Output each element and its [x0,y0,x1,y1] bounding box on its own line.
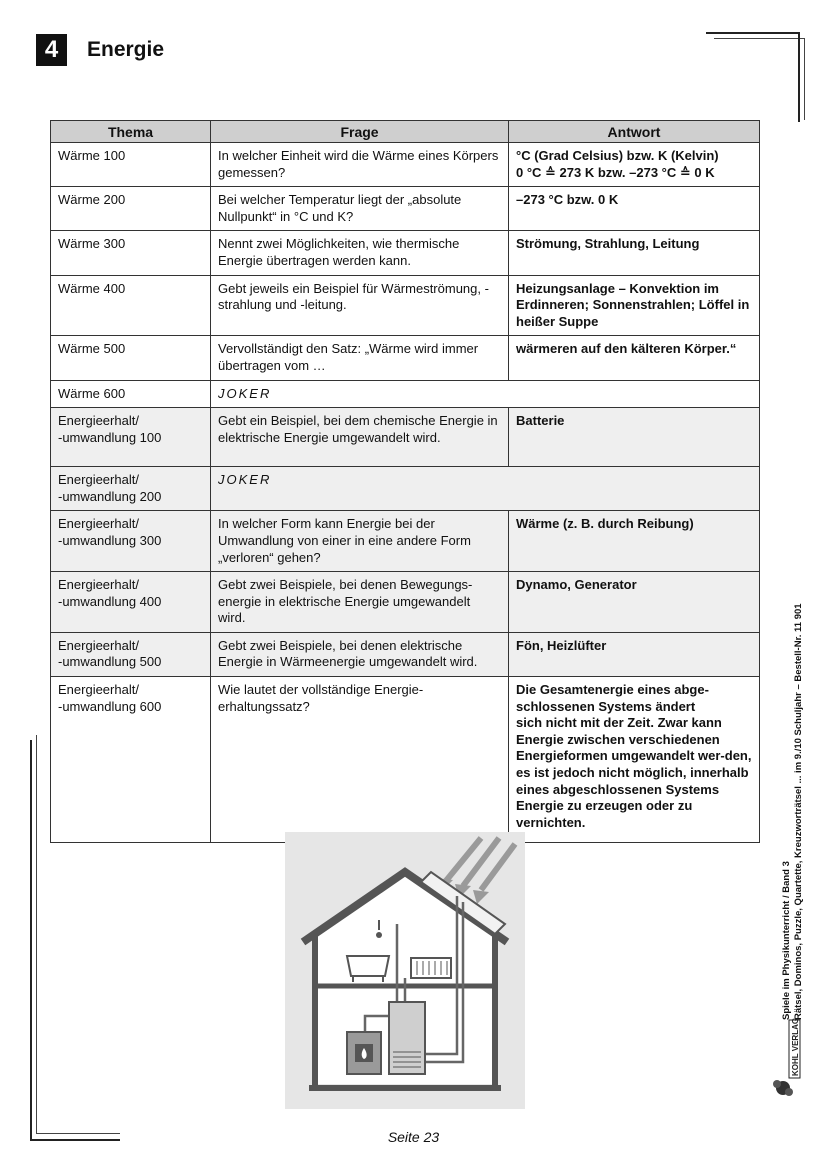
corner-decoration [30,740,32,1140]
table-row [51,380,760,408]
antwort-cell: Batterie [509,408,760,467]
side-caption-line: Rätsel, Dominos, Puzzle, Quartette, Kreuzworträtsel ... im 9./10 Schuljahr – Bestell-Nr. 11 901 [793,603,804,1020]
frage-cell: Gebt zwei Beispiele, bei denen Bewegungs-energie in elektrische Energie umgewandelt wird. [211,572,509,633]
joker-cell: JOKER [211,380,760,408]
corner-decoration [36,735,37,1134]
chapter-number: 4 [44,36,59,63]
table-row [51,231,760,275]
corner-decoration [706,32,798,34]
frage-cell: Wie lautet der vollständige Energie-erhaltungssatz? [211,677,509,843]
table-row [51,677,760,843]
table-header-row [51,121,760,143]
antwort-cell: °C (Grad Celsius) bzw. K (Kelvin) 0 °C ≙ 273 K bzw. –273 °C ≙ 0 K [509,143,760,187]
table-row [51,336,760,380]
thema-cell: Energieerhalt/ -umwandlung 100 [51,408,211,467]
antwort-cell: Strömung, Strahlung, Leitung [509,231,760,275]
table-row [51,572,760,633]
thema-cell: Wärme 600 [51,380,211,408]
thema-cell: Wärme 300 [51,231,211,275]
table-row [51,408,760,467]
frage-cell: In welcher Einheit wird die Wärme eines Körpers gemessen? [211,143,509,187]
joker-cell: JOKER [211,467,760,511]
publisher-logo [771,1016,801,1100]
frage-cell: Bei welcher Temperatur liegt der „absolute Nullpunkt“ in °C und K? [211,187,509,231]
corner-decoration [798,32,800,122]
antwort-cell: Fön, Heizlüfter [509,632,760,676]
frage-cell: Gebt jeweils ein Beispiel für Wärmeströmung, -strahlung und -leitung. [211,275,509,336]
frage-cell: Nennt zwei Möglichkeiten, wie thermische Energie übertragen werden kann. [211,231,509,275]
column-header-antwort: Antwort [509,121,760,143]
column-header-thema: Thema [51,121,211,143]
thema-cell: Energieerhalt/ -umwandlung 600 [51,677,211,843]
corner-decoration [714,38,804,39]
frage-cell: Gebt zwei Beispiele, bei denen elektrische Energie in Wärmeenergie umgewandelt wird. [211,632,509,676]
antwort-cell: Dynamo, Generator [509,572,760,633]
chapter-number-badge [36,34,67,66]
antwort-cell: wärmeren auf den kälteren Körper.“ [509,336,760,380]
table-row [51,143,760,187]
page-number: Seite 23 [387,1129,440,1145]
table-row [51,632,760,676]
thema-cell: Energieerhalt/ -umwandlung 500 [51,632,211,676]
antwort-cell: Heizungsanlage – Konvektion im Erdinneren; Sonnenstrahlen; Löffel in heißer Suppe [509,275,760,336]
antwort-cell: Wärme (z. B. durch Reibung) [509,511,760,572]
publisher-name: KOHL VERLAG [791,1017,800,1076]
corner-decoration [804,38,805,120]
antwort-cell: –273 °C bzw. 0 K [509,187,760,231]
thema-cell: Wärme 400 [51,275,211,336]
house-heating-illustration [285,832,525,1109]
thema-cell: Energieerhalt/ -umwandlung 400 [51,572,211,633]
column-header-frage: Frage [211,121,509,143]
table-row [51,467,760,511]
table-row [51,275,760,336]
thema-cell: Energieerhalt/ -umwandlung 300 [51,511,211,572]
thema-cell: Energieerhalt/ -umwandlung 200 [51,467,211,511]
side-caption [781,603,805,1020]
page-title: Energie [87,38,165,61]
frage-cell: Gebt ein Beispiel, bei dem chemische Energie in elektrische Energie umgewandelt wird. [211,408,509,467]
thema-cell: Wärme 500 [51,336,211,380]
table-row [51,187,760,231]
side-caption-line: Spiele im Physikunterricht / Band 3 [781,861,792,1020]
frage-cell: Vervollständigt den Satz: „Wärme wird immer übertragen vom … [211,336,509,380]
frage-cell: In welcher Form kann Energie bei der Umwandlung von einer in eine andere Form „verloren“ gehen? [211,511,509,572]
table-row [51,511,760,572]
thema-cell: Wärme 200 [51,187,211,231]
antwort-cell: Die Gesamtenergie eines abge-schlossenen Systems ändert sich nicht mit der Zeit. Zwar kann Energie zwischen verschiedenen Energieformen umgewandelt wer-den, es ist jedoch nicht möglich, innerhalb eines abgeschlossenen Systems Energie zu erzeugen oder zu vernichten. [509,677,760,843]
thema-cell: Wärme 100 [51,143,211,187]
quiz-table [50,120,760,843]
